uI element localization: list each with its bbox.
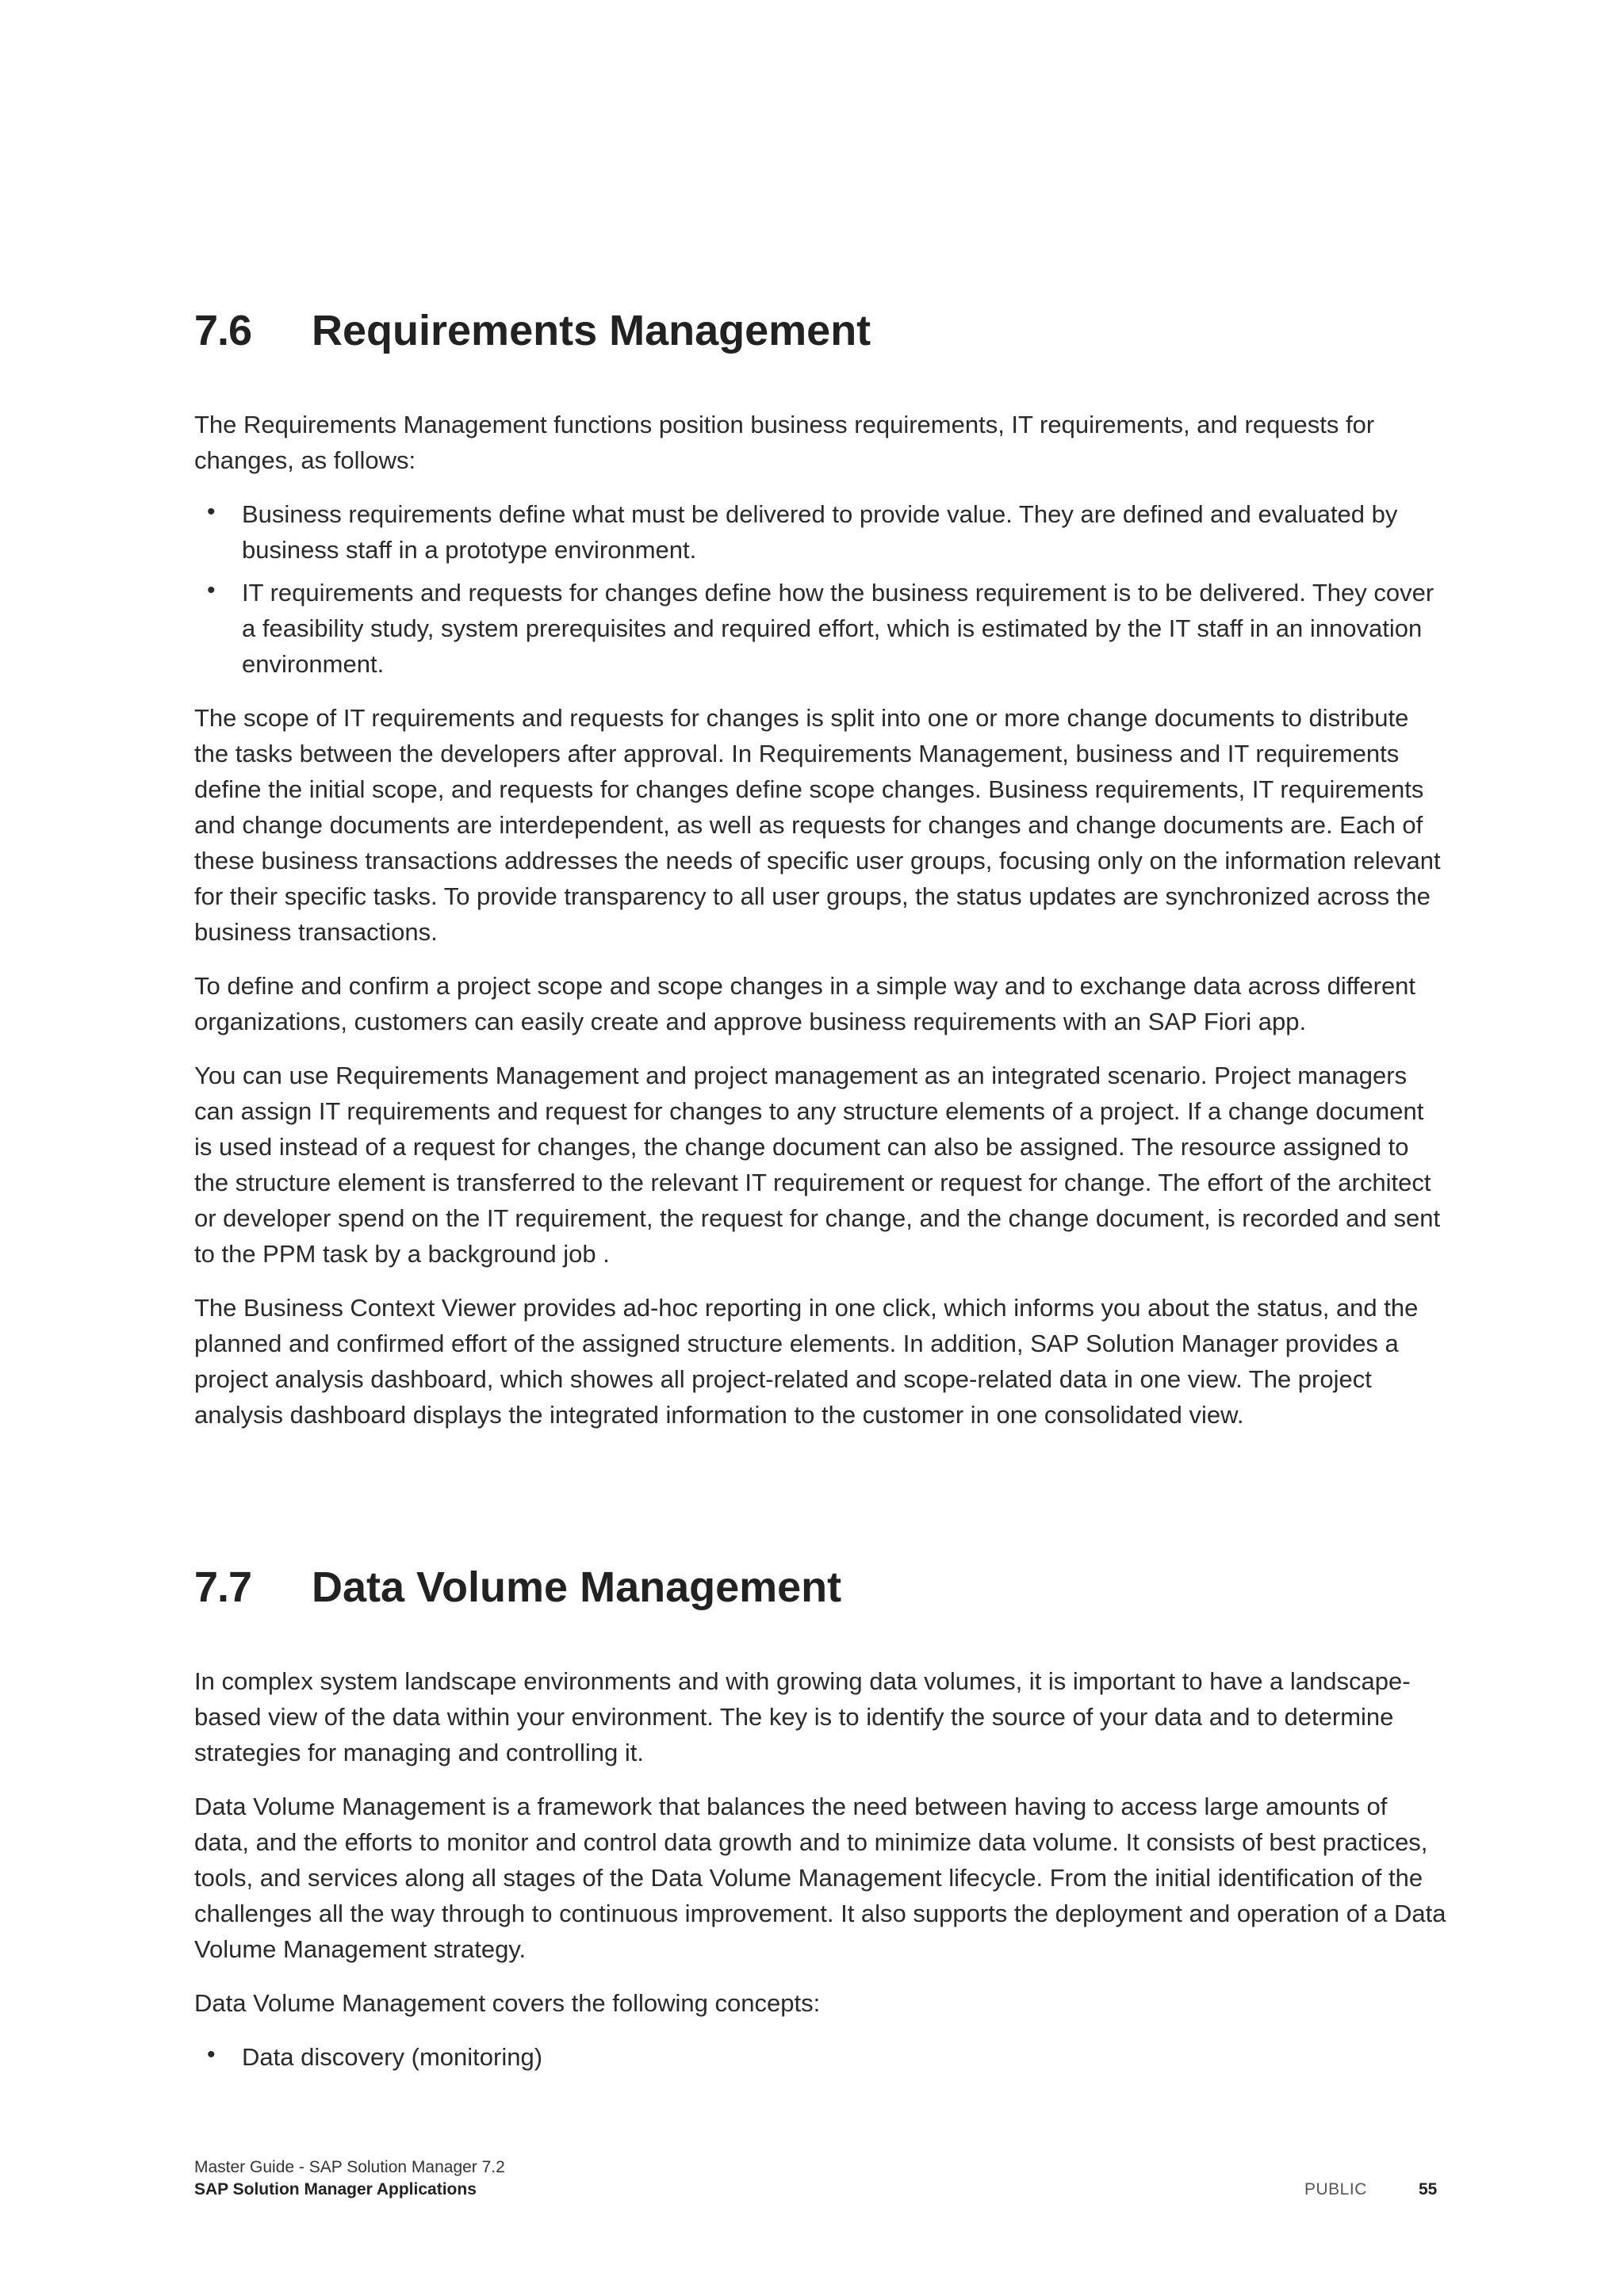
footer-classification: PUBLIC bbox=[1304, 2180, 1367, 2198]
section-number: 7.7 bbox=[194, 1563, 252, 1611]
list-item bbox=[194, 575, 1447, 682]
list-item bbox=[194, 496, 1447, 568]
section-title: Requirements Management bbox=[312, 307, 871, 354]
section-title: Data Volume Management bbox=[312, 1563, 842, 1611]
intro-paragraph: The Requirements Management functions position business requirements, IT requirements, and requests for changes, as follows: bbox=[194, 411, 1375, 474]
page-footer bbox=[194, 2156, 1447, 2204]
body-paragraph: Data Volume Management covers the following concepts: bbox=[194, 1989, 821, 2017]
footer-document-title: Master Guide - SAP Solution Manager 7.2 bbox=[194, 2158, 505, 2176]
footer-chapter-title: SAP Solution Manager Applications bbox=[194, 2180, 477, 2198]
body-paragraph: The Business Context Viewer provides ad-hoc reporting in one click, which informs you about the status, and the planned and confirmed effort of the assigned structure elements. In addition, SAP Solution Manager provides a project analysis dashboard, which showes all project-related and scope-related data in one view. The project analysis dashboard displays the integrated information to the customer in one consolidated view. bbox=[194, 1294, 1419, 1429]
section-number: 7.6 bbox=[194, 307, 252, 354]
section-data-volume-management bbox=[194, 1562, 1447, 2093]
body-paragraph: The scope of IT requirements and requests for changes is split into one or more change documents to distribute the tasks between the developers after approval. In Requirements Management, business and IT requirements define the initial scope, and requests for changes define scope changes. Business requirements, IT requirements and change documents are interdependent, as well as requests for changes and change documents are. Each of these business transactions addresses the needs of specific user groups, focusing only on the information relevant for their specific tasks. To provide transparency to all user groups, the status updates are synchronized across the business transactions. bbox=[194, 704, 1441, 946]
body-paragraph: You can use Requirements Management and project management as an integrated scenario. Project managers can assign IT requirements and request for changes to any structure elements of a project. If a change document is used instead of a request for changes, the change document can also be assigned. The resource assigned to the structure element is transferred to the relevant IT requirement or request for change. The effort of the architect or developer spend on the IT requirement, the request for change, and the change document, is recorded and sent to the PPM task by a background job . bbox=[194, 1062, 1441, 1268]
bullet-list bbox=[194, 496, 1447, 682]
list-item-text: IT requirements and requests for changes define how the business requirement is to be delivered. They cover a feasibility study, system prerequisites and required effort, which is estimated by the IT staff in an innovation environment. bbox=[242, 579, 1434, 678]
list-item-text: Business requirements define what must be delivered to provide value. They are defined and evaluated by business staff in a prototype environment. bbox=[242, 500, 1398, 564]
section-heading bbox=[194, 305, 1447, 356]
body-paragraph: Data Volume Management is a framework that balances the need between having to access large amounts of data, and the efforts to monitor and control data growth and to minimize data volume. It consists of best practices, tools, and services along all stages of the Data Volume Management lifecycle. From the initial identification of the challenges all the way through to continuous improvement. It also supports the deployment and operation of a Data Volume Management strategy. bbox=[194, 1793, 1446, 1963]
body-paragraph: In complex system landscape environments and with growing data volumes, it is important to have a landscape-based view of the data within your environment. The key is to identify the source of your data and to determine strategies for managing and controlling it. bbox=[194, 1667, 1411, 1766]
list-item bbox=[194, 2039, 1447, 2075]
bullet-icon: • bbox=[207, 2042, 216, 2068]
bullet-list bbox=[194, 2039, 1447, 2075]
footer-page-number: 55 bbox=[1419, 2180, 1438, 2198]
body-paragraph: To define and confirm a project scope and scope changes in a simple way and to exchange data across different organizations, customers can easily create and approve business requirements with an SAP Fiori app. bbox=[194, 972, 1416, 1035]
bullet-icon: • bbox=[207, 499, 216, 525]
section-requirements-management bbox=[194, 305, 1447, 1451]
bullet-icon: • bbox=[207, 577, 216, 603]
section-heading bbox=[194, 1562, 1447, 1613]
list-item-text: Data discovery (monitoring) bbox=[242, 2043, 543, 2071]
